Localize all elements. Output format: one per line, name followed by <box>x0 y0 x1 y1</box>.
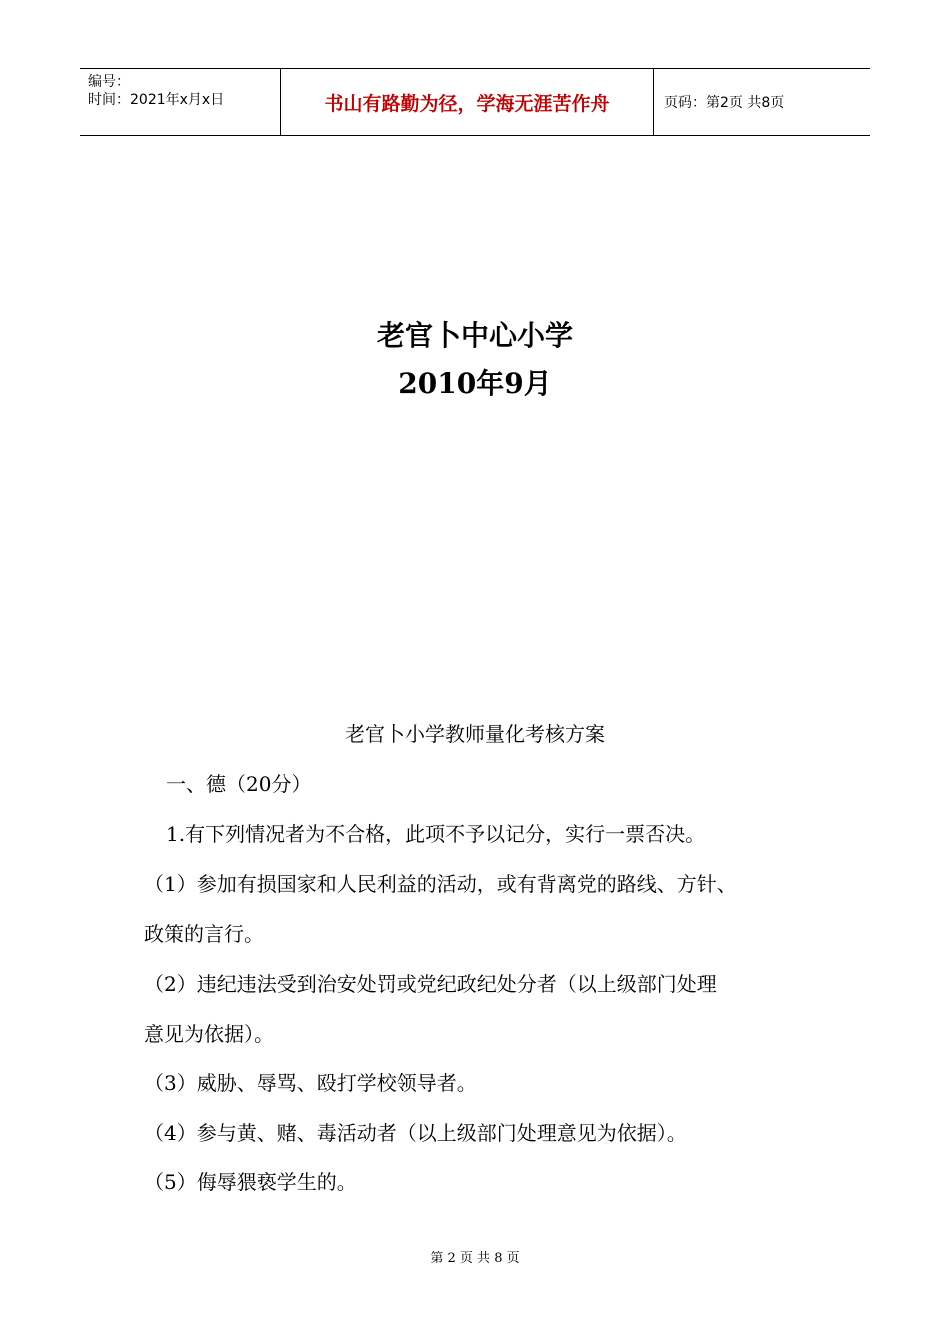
header-number-label: 编号： <box>88 74 130 90</box>
header-time-label: 时间：2021年x月x日 <box>88 92 225 108</box>
cover-school-name: 老官卜中心小学 <box>376 319 573 352</box>
header-motto: 书山有路勤为径，学海无涯苦作舟 <box>281 69 654 135</box>
rule-paragraph: 1.有下列情况者为不合格，此项不予以记分，实行一票否决。 <box>166 822 706 846</box>
section-heading: 一、德（20分） <box>166 772 312 796</box>
header-page-info: 页码：第2页 共8页 <box>664 95 785 111</box>
page-header <box>80 68 870 136</box>
list-item: （2）违纪违法受到治安处罚或党纪政纪处分者（以上级部门处理 <box>144 972 717 996</box>
list-item: （1）参加有损国家和人民利益的活动，或有背离党的路线、方针、 <box>144 872 737 896</box>
list-item-continuation: 政策的言行。 <box>144 922 264 946</box>
list-item: （3）威胁、辱骂、殴打学校领导者。 <box>144 1071 477 1095</box>
page-footer: 第 2 页 共 8 页 <box>430 1251 520 1266</box>
list-item: （4）参与黄、赌、毒活动者（以上级部门处理意见为依据）。 <box>144 1121 687 1145</box>
list-item: （5）侮辱猥亵学生的。 <box>144 1170 357 1194</box>
document-title: 老官卜小学教师量化考核方案 <box>345 722 605 746</box>
header-meta-cell <box>80 69 281 135</box>
list-item-continuation: 意见为依据）。 <box>144 1022 274 1046</box>
cover-date: 2010年9月 <box>398 367 552 400</box>
